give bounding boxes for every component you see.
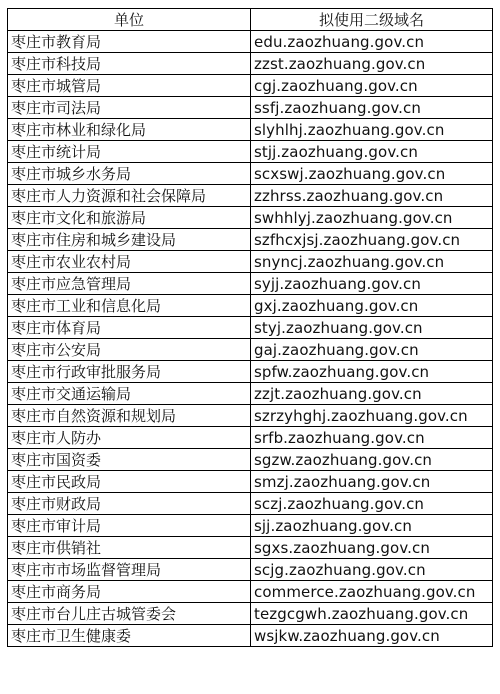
domain-cell: ssfj.zaozhuang.gov.cn [251, 97, 493, 119]
table-row [8, 515, 493, 537]
table-row [8, 317, 493, 339]
unit-cell: 枣庄市财政局 [8, 493, 251, 515]
domain-cell: sgzw.zaozhuang.gov.cn [251, 449, 493, 471]
unit-cell: 枣庄市供销社 [8, 537, 251, 559]
domain-cell: commerce.zaozhuang.gov.cn [251, 581, 493, 603]
table-row [8, 75, 493, 97]
table-row [8, 625, 493, 647]
table-row [8, 163, 493, 185]
header-domain: 拟使用二级域名 [251, 9, 493, 31]
table-row [8, 471, 493, 493]
table-row [8, 493, 493, 515]
domain-cell: smzj.zaozhuang.gov.cn [251, 471, 493, 493]
domain-table [7, 8, 493, 647]
unit-cell: 枣庄市国资委 [8, 449, 251, 471]
table-row [8, 295, 493, 317]
domain-cell: sczj.zaozhuang.gov.cn [251, 493, 493, 515]
table-row [8, 405, 493, 427]
unit-cell: 枣庄市卫生健康委 [8, 625, 251, 647]
domain-cell: zzjt.zaozhuang.gov.cn [251, 383, 493, 405]
unit-cell: 枣庄市林业和绿化局 [8, 119, 251, 141]
domain-cell: snyncj.zaozhuang.gov.cn [251, 251, 493, 273]
table-header-row [8, 9, 493, 31]
table-row [8, 559, 493, 581]
table-row [8, 229, 493, 251]
unit-cell: 枣庄市应急管理局 [8, 273, 251, 295]
unit-cell: 枣庄市交通运输局 [8, 383, 251, 405]
unit-cell: 枣庄市工业和信息化局 [8, 295, 251, 317]
unit-cell: 枣庄市公安局 [8, 339, 251, 361]
domain-cell: sjj.zaozhuang.gov.cn [251, 515, 493, 537]
table-row [8, 31, 493, 53]
unit-cell: 枣庄市人力资源和社会保障局 [8, 185, 251, 207]
table-row [8, 427, 493, 449]
unit-cell: 枣庄市农业农村局 [8, 251, 251, 273]
unit-cell: 枣庄市市场监督管理局 [8, 559, 251, 581]
unit-cell: 枣庄市住房和城乡建设局 [8, 229, 251, 251]
unit-cell: 枣庄市台儿庄古城管委会 [8, 603, 251, 625]
domain-cell: styj.zaozhuang.gov.cn [251, 317, 493, 339]
header-unit: 单位 [8, 9, 251, 31]
table-row [8, 273, 493, 295]
table-row [8, 53, 493, 75]
unit-cell: 枣庄市城乡水务局 [8, 163, 251, 185]
domain-cell: scxswj.zaozhuang.gov.cn [251, 163, 493, 185]
domain-cell: szrzyhghj.zaozhuang.gov.cn [251, 405, 493, 427]
unit-cell: 枣庄市司法局 [8, 97, 251, 119]
domain-cell: spfw.zaozhuang.gov.cn [251, 361, 493, 383]
unit-cell: 枣庄市商务局 [8, 581, 251, 603]
domain-cell: gxj.zaozhuang.gov.cn [251, 295, 493, 317]
table-row [8, 119, 493, 141]
unit-cell: 枣庄市文化和旅游局 [8, 207, 251, 229]
domain-cell: wsjkw.zaozhuang.gov.cn [251, 625, 493, 647]
domain-table-sheet [7, 8, 492, 647]
domain-cell: scjg.zaozhuang.gov.cn [251, 559, 493, 581]
unit-cell: 枣庄市城管局 [8, 75, 251, 97]
domain-cell: edu.zaozhuang.gov.cn [251, 31, 493, 53]
domain-cell: slyhlhj.zaozhuang.gov.cn [251, 119, 493, 141]
domain-cell: gaj.zaozhuang.gov.cn [251, 339, 493, 361]
table-row [8, 97, 493, 119]
table-row [8, 207, 493, 229]
domain-cell: srfb.zaozhuang.gov.cn [251, 427, 493, 449]
domain-cell: szfhcxjsj.zaozhuang.gov.cn [251, 229, 493, 251]
table-row [8, 603, 493, 625]
unit-cell: 枣庄市审计局 [8, 515, 251, 537]
table-row [8, 339, 493, 361]
table-row [8, 361, 493, 383]
unit-cell: 枣庄市教育局 [8, 31, 251, 53]
table-body [8, 31, 493, 647]
domain-cell: sgxs.zaozhuang.gov.cn [251, 537, 493, 559]
unit-cell: 枣庄市自然资源和规划局 [8, 405, 251, 427]
domain-cell: swhhlyj.zaozhuang.gov.cn [251, 207, 493, 229]
unit-cell: 枣庄市行政审批服务局 [8, 361, 251, 383]
unit-cell: 枣庄市体育局 [8, 317, 251, 339]
table-row [8, 185, 493, 207]
unit-cell: 枣庄市人防办 [8, 427, 251, 449]
table-row [8, 449, 493, 471]
unit-cell: 枣庄市科技局 [8, 53, 251, 75]
table-row [8, 537, 493, 559]
table-row [8, 581, 493, 603]
table-row [8, 251, 493, 273]
table-row [8, 141, 493, 163]
unit-cell: 枣庄市统计局 [8, 141, 251, 163]
domain-cell: zzst.zaozhuang.gov.cn [251, 53, 493, 75]
domain-cell: syjj.zaozhuang.gov.cn [251, 273, 493, 295]
domain-cell: tezgcgwh.zaozhuang.gov.cn [251, 603, 493, 625]
domain-cell: stjj.zaozhuang.gov.cn [251, 141, 493, 163]
unit-cell: 枣庄市民政局 [8, 471, 251, 493]
table-row [8, 383, 493, 405]
domain-cell: cgj.zaozhuang.gov.cn [251, 75, 493, 97]
domain-cell: zzhrss.zaozhuang.gov.cn [251, 185, 493, 207]
